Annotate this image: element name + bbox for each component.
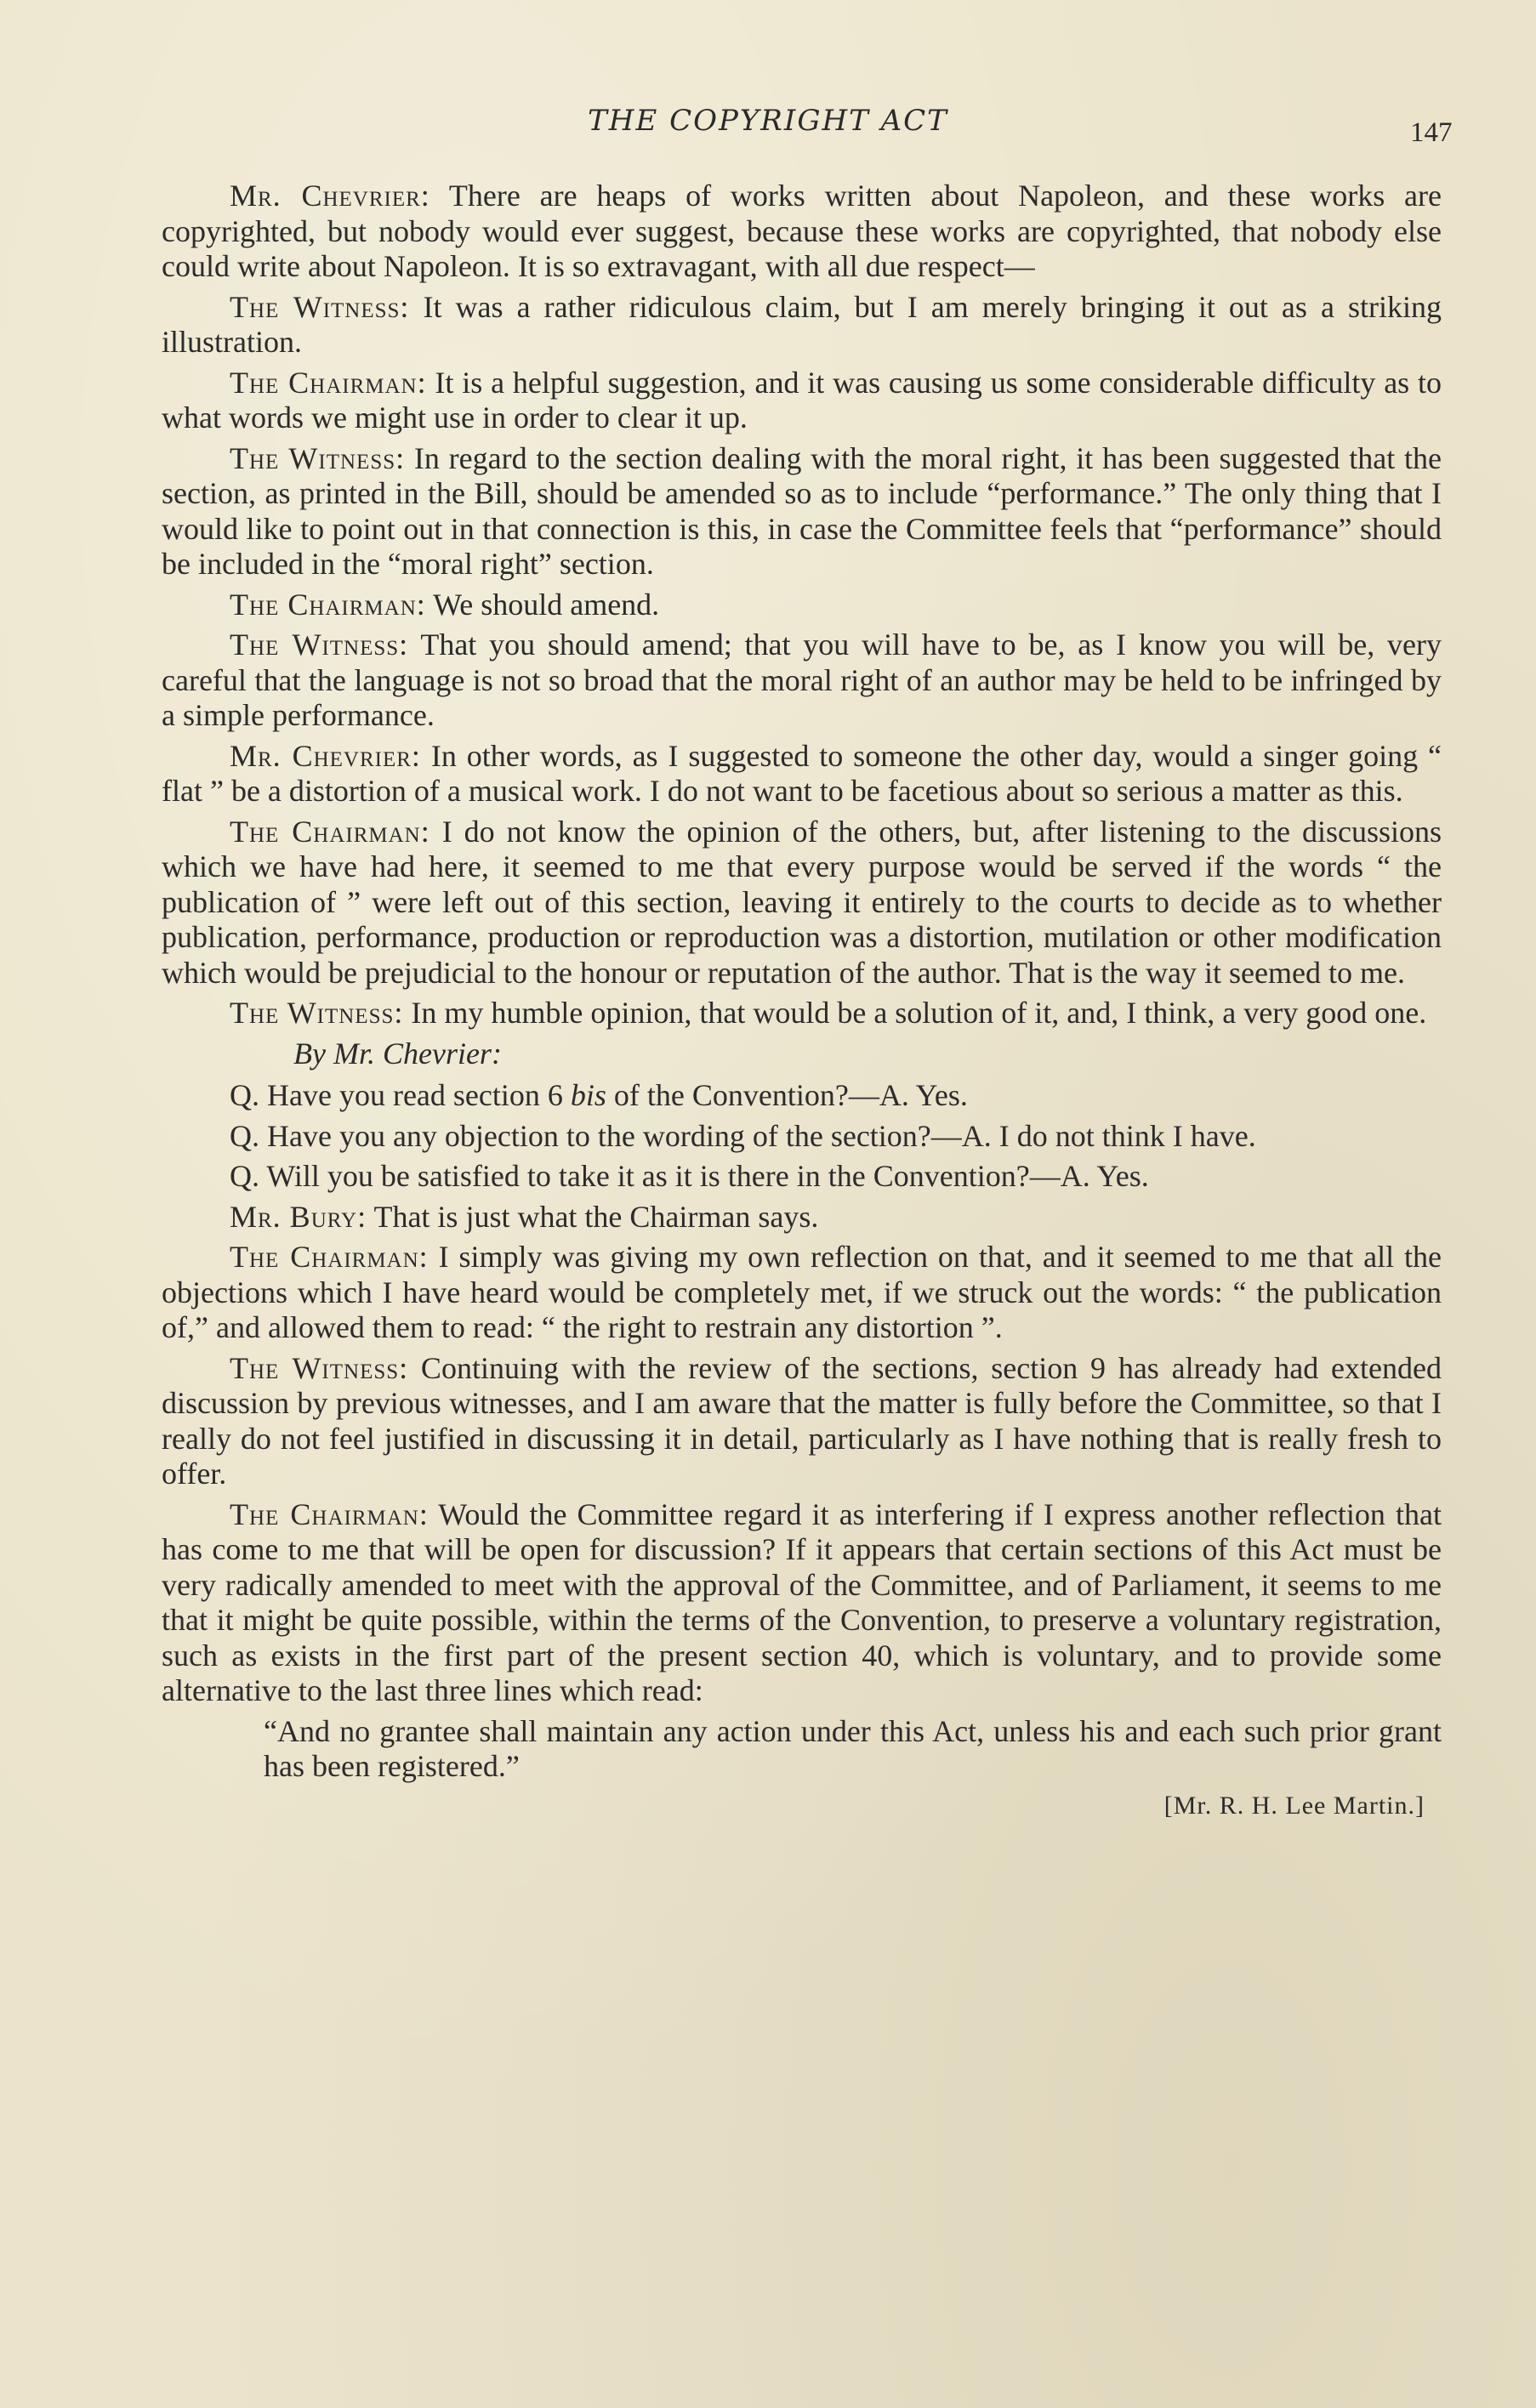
paragraph: [162, 996, 1442, 1031]
paragraph: [162, 1240, 1442, 1346]
paragraph-text: Would the Committee regard it as interfering if I express another reflection that has come to me that will be open for discussion? If it appears that certain sections of this Act must be very radically amended to meet with the approval of the Committee, and of Parliament, it seems to me that it might be quite possible, within the terms of the Convention, to preserve a voluntary registration, such as exists in the first part of the present section 40, which is voluntary, and to provide some alternative to the last three lines which read:: [162, 1496, 1442, 1707]
paragraph-text: In regard to the section dealing with the moral right, it has been suggested that the section, as printed in the Bill, should be amended so as to include “performance.” The only thing that I would like to point out in that connection is this, in case the Committee feels that “performance” should be included in the “moral right” section.: [162, 440, 1442, 581]
paragraph-text: I simply was giving my own reflection on that, and it seemed to me that all the objections which I have heard would be completely met, if we struck out the words: “ the publication of,” and allowed them to read: “ the right to restrain any distortion ”.: [162, 1240, 1442, 1344]
paragraph: [162, 1497, 1442, 1709]
speaker-signature: [Mr. R. H. Lee Martin.]: [1163, 1791, 1425, 1820]
paragraph-text: That is just what the Chairman says.: [367, 1199, 819, 1234]
speaker-name: The Chairman:: [230, 587, 426, 622]
paragraph-group-1: [162, 179, 1442, 1031]
by-line: By Mr. Chevrier:: [293, 1036, 502, 1071]
question-answer: [162, 1078, 1442, 1114]
paragraph: [162, 290, 1442, 361]
answer-text: of the Convention?—A. Yes.: [606, 1078, 968, 1112]
question-answer: [162, 1159, 1442, 1195]
body-text: [162, 179, 1442, 1823]
paragraph-text: There are heaps of works written about Napoleon, and these works are copyrighted, but nobody would ever suggest, because these works are copyrighted, that nobody else could write about Napoleon. It is so extravagant, with all due respect—: [162, 179, 1442, 283]
speaker-name: The Witness:: [230, 628, 409, 662]
paragraph: [162, 441, 1442, 582]
paragraph: [162, 739, 1442, 809]
paragraph: [162, 366, 1442, 436]
paragraph: [162, 1200, 1442, 1235]
speaker-name: The Chairman:: [230, 365, 427, 400]
paragraph-text: Continuing with the review of the sections, section 9 has already had extended discussion by previous witnesses, and I am aware that the matter is fully before the Committee, so that I really do not feel justified in discussing it in detail, particularly as I have nothing that is really fresh to offer.: [162, 1350, 1442, 1491]
speaker-name: The Witness:: [230, 996, 404, 1030]
speaker-name: The Chairman:: [230, 814, 430, 849]
speaker-name: The Chairman:: [230, 1496, 429, 1531]
paragraph-text: We should amend.: [425, 587, 660, 622]
block-quote: [162, 1714, 1442, 1785]
paragraph: [162, 628, 1442, 734]
block-quote-text: “And no grantee shall maintain any action under this Act, unless his and each such prior grant has been registered.”: [264, 1713, 1442, 1783]
speaker-name: The Witness:: [230, 440, 406, 475]
speaker-name: The Witness:: [230, 289, 410, 324]
paragraph: [162, 588, 1442, 623]
paragraph-text: It is a helpful suggestion, and it was causing us some considerable difficulty as to what words we might use in order to clear it up.: [162, 365, 1442, 434]
question-text: Q. Will you be satisfied to take it as it is there in the Convention?—A. Yes.: [230, 1159, 1149, 1193]
running-header-title: THE COPYRIGHT ACT: [588, 104, 948, 138]
paragraph-text: It was a rather ridiculous claim, but I am merely bringing it out as a striking illustration.: [162, 289, 1442, 359]
paragraph-text: In my humble opinion, that would be a solution of it, and, I think, a very good one.: [403, 996, 1427, 1030]
paragraph-text: In other words, as I suggested to someone the other day, would a singer going “ flat ” be a distortion of a musical work. I do not want to be facetious about so serious a matter as this.: [162, 738, 1442, 808]
paragraph: [162, 179, 1442, 285]
speaker-name: The Chairman:: [230, 1240, 429, 1274]
speaker-name: Mr. Bury:: [230, 1199, 367, 1234]
paragraph-group-2: [162, 1200, 1442, 1709]
page-number: 147: [1410, 117, 1453, 148]
question-text: Q. Have you read section 6: [230, 1078, 571, 1112]
italic-term: bis: [570, 1078, 606, 1112]
question-answer-group: [162, 1078, 1442, 1195]
paragraph-text: I do not know the opinion of the others, but, after listening to the discussions which we have had here, it seemed to me that every purpose would be served if the words “ the publication of ” were left out of this section, leaving it entirely to the courts to decide as to whether publication, performance, production or reproduction was a distortion, mutilation or other modification which would be prejudicial to the honour or reputation of the author. That is the way it seemed to me.: [162, 814, 1442, 990]
paragraph-text: That you should amend; that you will have to be, as I know you will be, very careful that the language is not so broad that the moral right of an author may be held to be infringed by a simple performance.: [162, 628, 1442, 732]
question-answer: [162, 1119, 1442, 1155]
paragraph: [162, 1351, 1442, 1492]
speaker-name: Mr. Chevrier:: [230, 738, 421, 773]
speaker-name: The Witness:: [230, 1350, 409, 1385]
question-text: Q. Have you any objection to the wording of the section?—A. I do not think I have.: [230, 1118, 1256, 1153]
speaker-name: Mr. Chevrier:: [230, 179, 430, 213]
paragraph: [162, 815, 1442, 991]
